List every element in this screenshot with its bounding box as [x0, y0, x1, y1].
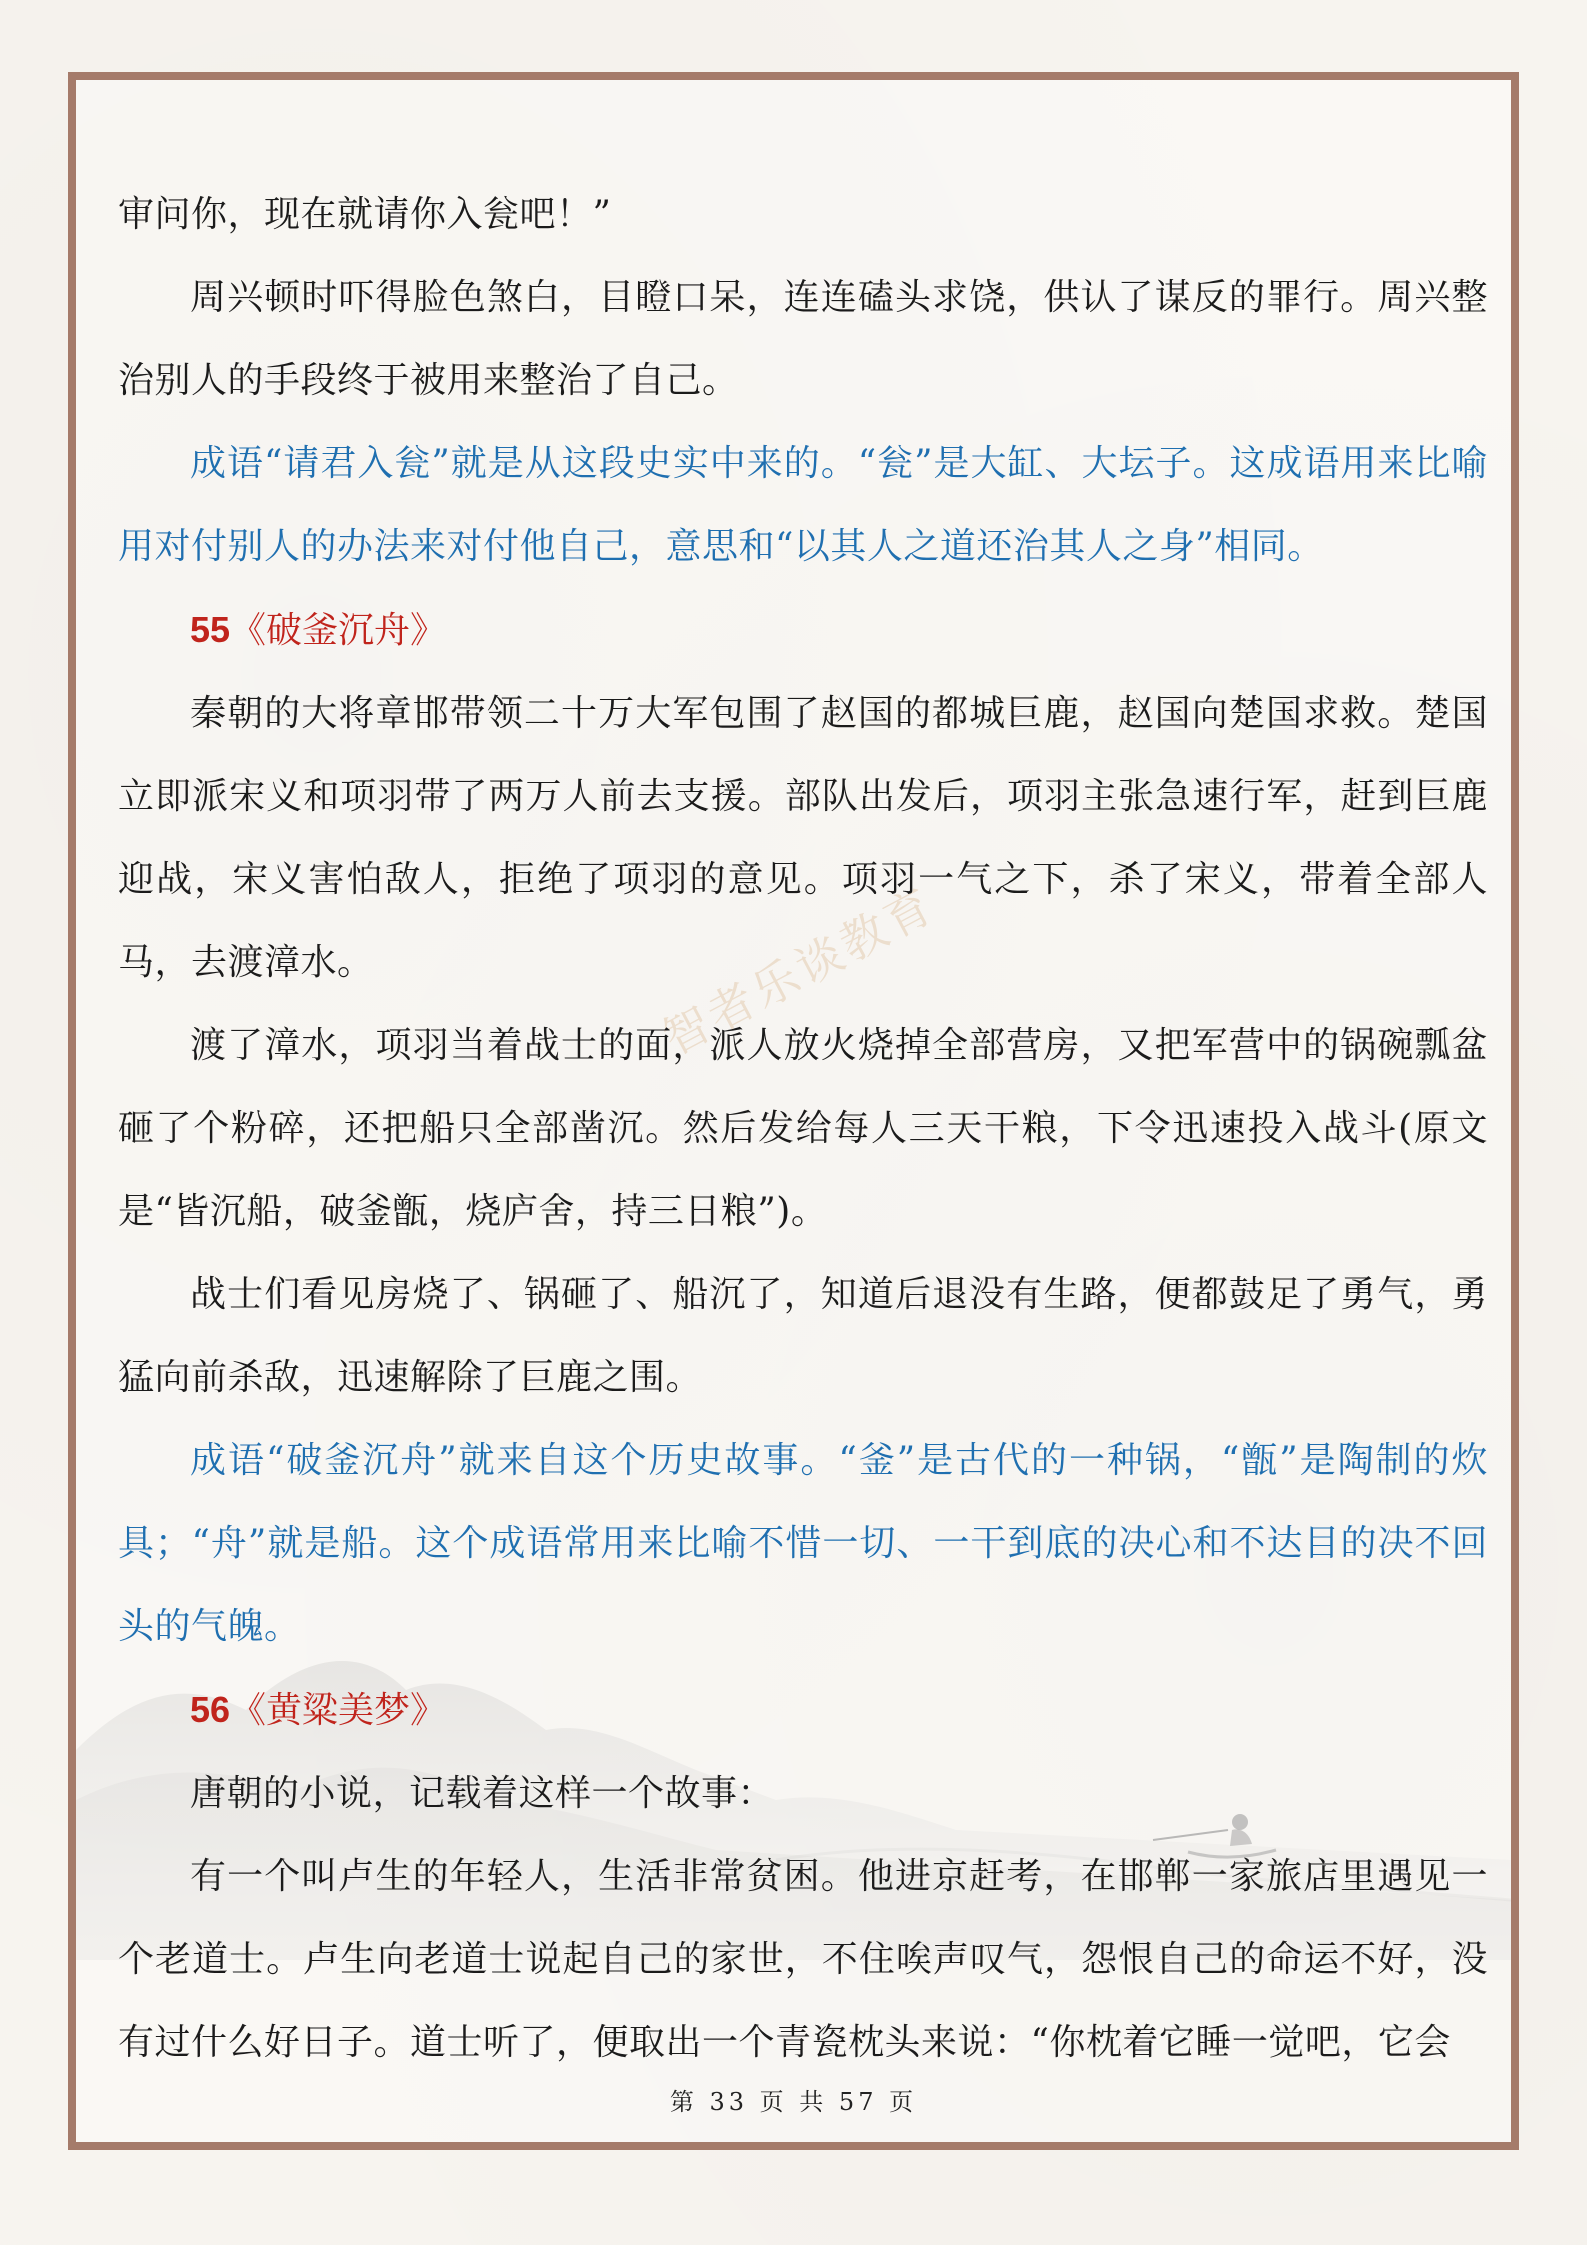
idiom-explanation-paragraph: 成语“破釜沉舟”就来自这个历史故事。“釜”是古代的一种锅，“甑”是陶制的炊具；“舟”就是船。这个成语常用来比喻不惜一切、一干到底的决心和不达目的决不回头的气魄。 [118, 1440, 1488, 1647]
section-number: 56 [190, 1689, 231, 1730]
story-paragraph: 秦朝的大将章邯带领二十万大军包围了赵国的都城巨鹿，赵国向楚国求救。楚国立即派宋义和项羽带了两万人前去支援。部队出发后，项羽主张急速行军，赶到巨鹿迎战，宋义害怕敌人，拒绝了项羽的意见。项羽一气之下，杀了宋义，带着全部人马，去渡漳水。 [118, 693, 1488, 983]
story-paragraph: 渡了漳水，项羽当着战士的面，派人放火烧掉全部营房，又把军营中的锅碗瓢盆砸了个粉碎，还把船只全部凿沉。然后发给每人三天干粮，下令迅速投入战斗(原文是“皆沉船，破釜甑，烧庐舍，持三日粮”)。 [118, 1025, 1488, 1232]
document-content [118, 173, 1488, 2084]
section-number: 55 [190, 609, 231, 650]
story-paragraph: 审问你，现在就请你入瓮吧！” [118, 194, 612, 235]
story-paragraph: 战士们看见房烧了、锅砸了、船沉了，知道后退没有生路，便都鼓足了勇气，勇猛向前杀敌，迅速解除了巨鹿之围。 [118, 1274, 1488, 1398]
story-paragraph: 有一个叫卢生的年轻人，生活非常贫困。他进京赶考，在邯郸一家旅店里遇见一个老道士。卢生向老道士说起自己的家世，不住唉声叹气，怨恨自己的命运不好，没有过什么好日子。道士听了，便取出一个青瓷枕头来说：“你枕着它睡一觉吧，它会 [118, 1856, 1488, 2063]
section-heading [118, 588, 1488, 672]
section-heading [118, 1668, 1488, 1752]
idiom-explanation-paragraph: 成语“请君入瓮”就是从这段史实中来的。“瓮”是大缸、大坛子。这成语用来比喻用对付别人的办法来对付他自己，意思和“以其人之道还治其人之身”相同。 [118, 443, 1488, 567]
page-number-footer: 第 33 页 共 57 页 [669, 2088, 918, 2116]
story-paragraph: 周兴顿时吓得脸色煞白，目瞪口呆，连连磕头求饶，供认了谋反的罪行。周兴整治别人的手段终于被用来整治了自己。 [118, 277, 1488, 401]
story-paragraph: 唐朝的小说，记载着这样一个故事： [190, 1773, 775, 1814]
section-title: 《黄粱美梦》 [230, 1690, 447, 1731]
section-title: 《破釜沉舟》 [230, 610, 447, 651]
watermark: 智者乐谈教育 [654, 877, 945, 1066]
